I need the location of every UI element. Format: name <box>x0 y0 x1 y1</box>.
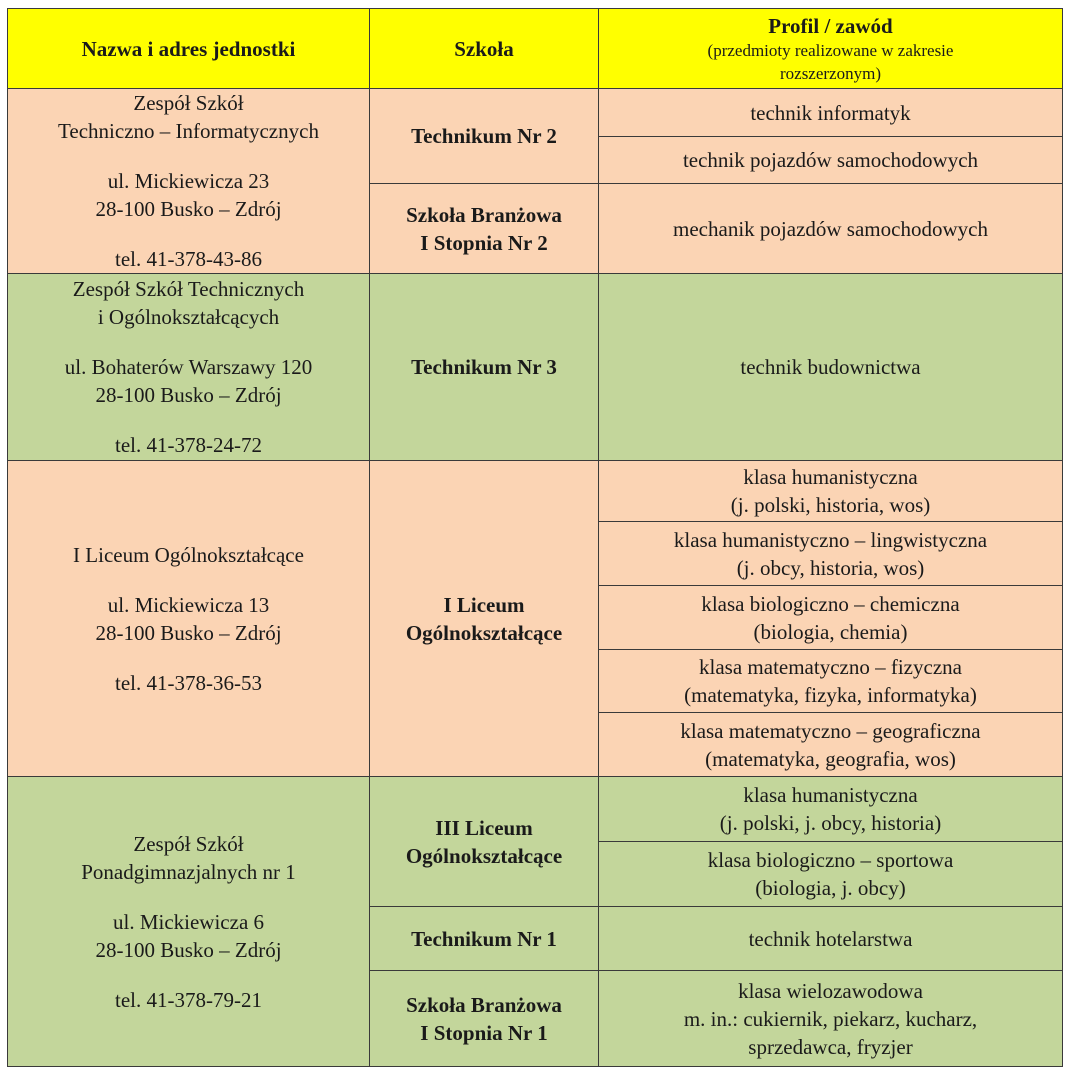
unit-street: ul. Mickiewicza 23 <box>107 169 270 193</box>
unit-cell <box>8 777 370 1067</box>
school-cell <box>370 777 599 907</box>
profile-cell: technik budownictwa <box>599 274 1063 461</box>
profile-subjects: (j. obcy, historia, wos) <box>736 555 925 580</box>
unit-phone: tel. 41-378-36-53 <box>115 670 262 695</box>
profile-cell: technik pojazdów samochodowych <box>599 137 1063 184</box>
unit-street: ul. Bohaterów Warszawy 120 <box>64 355 313 379</box>
profile-title: klasa humanistyczna <box>743 783 918 807</box>
unit-name: Zespół Szkół Technicznych <box>72 277 305 301</box>
profile-title: klasa humanistyczno – lingwistyczna <box>673 527 988 552</box>
unit-cell <box>8 461 370 777</box>
unit-name: Zespół Szkół <box>133 831 244 856</box>
table-row <box>8 274 1063 461</box>
school-cell <box>370 971 599 1067</box>
profile-cell <box>599 650 1063 713</box>
school-cell <box>370 461 599 777</box>
unit-name: Techniczno – Informatycznych <box>58 119 319 143</box>
unit-cell <box>8 274 370 461</box>
profile-subjects: (matematyka, geografia, wos) <box>705 746 956 771</box>
school-name: III Liceum <box>435 815 533 840</box>
school-name: Technikum Nr 3 <box>411 355 557 379</box>
unit-name: Zespół Szkół <box>133 91 244 115</box>
profile-title: klasa wielozawodowa <box>738 978 923 1003</box>
profile-subjects: (j. polski, j. obcy, historia) <box>719 811 942 835</box>
table-row <box>8 461 1063 522</box>
profile-title: klasa biologiczno – chemiczna <box>701 591 960 616</box>
unit-name: Ponadgimnazjalnych nr 1 <box>81 859 296 884</box>
school-name: I Liceum <box>443 592 525 617</box>
unit-city: 28-100 Busko – Zdrój <box>95 383 282 407</box>
profile-cell <box>599 777 1063 842</box>
profile-cell <box>599 713 1063 777</box>
profile-cell: technik informatyk <box>599 89 1063 137</box>
unit-phone: tel. 41-378-24-72 <box>115 433 262 457</box>
school-name: Szkoła Branżowa <box>406 202 562 227</box>
profile-cell <box>599 842 1063 907</box>
header-row <box>8 9 1063 89</box>
profile-cell: mechanik pojazdów samochodowych <box>599 184 1063 274</box>
unit-phone: tel. 41-378-43-86 <box>115 247 262 271</box>
header-profile <box>599 9 1063 89</box>
school-name: Technikum Nr 2 <box>411 124 557 148</box>
profile-title: klasa humanistyczna <box>743 465 918 489</box>
table-row <box>8 777 1063 842</box>
school-cell <box>370 274 599 461</box>
profile-subjects: (biologia, j. obcy) <box>755 876 906 900</box>
unit-city: 28-100 Busko – Zdrój <box>95 937 282 962</box>
school-name: Ogólnokształcące <box>405 843 563 868</box>
unit-cell <box>8 89 370 274</box>
school-name: I Stopnia Nr 2 <box>420 230 548 255</box>
header-profile-title: Profil / zawód <box>768 13 893 38</box>
profile-subjects: (biologia, chemia) <box>753 619 908 644</box>
profile-title: klasa matematyczno – geograficzna <box>680 718 981 743</box>
profile-title: klasa matematyczno – fizyczna <box>699 655 962 679</box>
unit-name: I Liceum Ogólnokształcące <box>73 542 304 567</box>
profile-subjects: m. in.: cukiernik, piekarz, kucharz, <box>683 1006 978 1031</box>
header-unit: Nazwa i adres jednostki <box>8 9 370 89</box>
profile-subjects: (matematyka, fizyka, informatyka) <box>684 683 977 707</box>
unit-street: ul. Mickiewicza 6 <box>112 909 265 934</box>
profile-title: klasa biologiczno – sportowa <box>707 848 954 872</box>
profile-cell <box>599 971 1063 1067</box>
school-cell <box>370 89 599 184</box>
unit-city: 28-100 Busko – Zdrój <box>95 197 282 221</box>
header-school: Szkoła <box>370 9 599 89</box>
school-cell <box>370 184 599 274</box>
unit-street: ul. Mickiewicza 13 <box>107 592 270 617</box>
schools-table <box>7 8 1063 1067</box>
profile-subjects: sprzedawca, fryzjer <box>748 1034 913 1059</box>
unit-name: i Ogólnokształcących <box>97 305 280 329</box>
unit-city: 28-100 Busko – Zdrój <box>95 620 282 645</box>
school-name: Szkoła Branżowa <box>406 992 562 1017</box>
profile-cell <box>599 522 1063 586</box>
unit-phone: tel. 41-378-79-21 <box>115 987 262 1012</box>
profile-subjects: (j. polski, historia, wos) <box>730 493 931 517</box>
school-name: Technikum Nr 1 <box>411 926 557 951</box>
school-cell <box>370 907 599 971</box>
header-profile-sub2: rozszerzonym) <box>779 63 881 83</box>
profile-cell <box>599 461 1063 522</box>
school-name: Ogólnokształcące <box>405 620 563 645</box>
profile-cell <box>599 586 1063 650</box>
header-profile-sub1: (przedmioty realizowane w zakresie <box>707 40 954 60</box>
profile-cell: technik hotelarstwa <box>599 907 1063 971</box>
table-row <box>8 89 1063 137</box>
school-name: I Stopnia Nr 1 <box>420 1020 548 1045</box>
